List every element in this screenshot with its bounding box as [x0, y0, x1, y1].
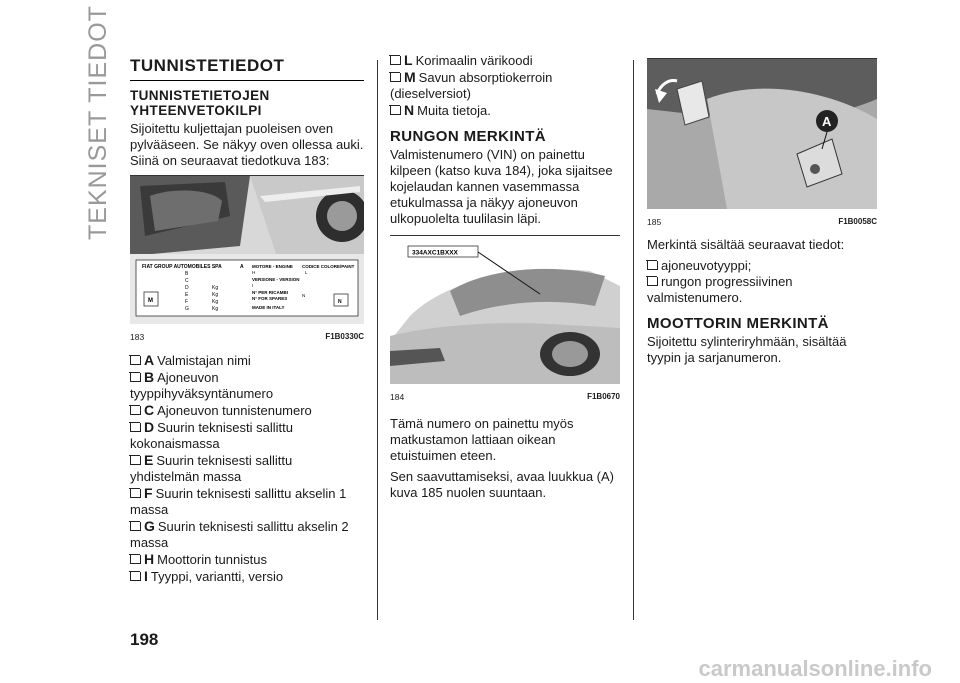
plate-row-label: D — [185, 285, 189, 291]
plate-n-mark: N — [302, 293, 306, 298]
plate-intro: Sijoitettu kuljettajan puoleisen oven pylvääseen. Se näkyy oven ollessa auki. Siinä on seuraavat tiedotkuva 183: — [130, 121, 364, 168]
square-bullet-icon — [130, 555, 141, 564]
callout-a: A — [822, 114, 832, 129]
vin-label: 334AXC1BXXX — [412, 249, 458, 257]
plate-unit: Kg — [212, 292, 219, 298]
plate-box-m: M — [148, 298, 153, 304]
plate-row-label: E — [185, 292, 189, 298]
floor-hatch-image — [647, 59, 877, 209]
list-item: ajoneuvotyyppi; — [647, 258, 877, 274]
list-item: B Ajoneuvon tyyppihyväksyntänumero — [130, 369, 274, 401]
plate-row-label: A — [240, 264, 244, 270]
side-section-title: TEKNISET TIEDOT — [84, 5, 112, 240]
plate-h: H — [252, 270, 256, 275]
plate-row-label: B — [185, 271, 189, 277]
square-bullet-icon — [130, 406, 141, 415]
plate-row-label: C — [185, 278, 189, 284]
square-bullet-icon — [647, 277, 658, 286]
figure-code: F1B0058C — [838, 217, 877, 226]
plate-engine-label: MOTORE - ENGINE — [252, 264, 293, 269]
list-item: F Suurin teknisesti sallittu akselin 1 massa — [130, 485, 347, 517]
chassis-paragraph: Valmistenumero (VIN) on painettu kilpeen (katso kuva 184), joka sijaitsee kojelaudan kannen vasemmassa etukulmassa ja näkyy ajoneuvon ulkopuolelta tuulilasin läpi. — [390, 147, 613, 226]
section-heading-engine: MOOTTORIN MERKINTÄ — [647, 315, 829, 332]
square-bullet-icon — [390, 73, 401, 82]
figure-number: 183 — [130, 332, 145, 342]
engine-paragraph: Sijoitettu sylinteriryhmään, sisältää tyypin ja sarjanumeron. — [647, 334, 847, 365]
plate-i: I — [252, 283, 254, 288]
plate-l: L — [305, 270, 308, 275]
list-item: M Savun absorptiokerroin (dieselversiot) — [390, 69, 553, 101]
square-bullet-icon — [130, 489, 141, 498]
door-pillar-plate-image — [130, 176, 364, 324]
footer-watermark: carmanualsonline.info — [698, 656, 932, 681]
list-item: G Suurin teknisesti sallittu akselin 2 massa — [130, 518, 349, 550]
figure-code: F1B0330C — [325, 332, 364, 341]
plate-version-label: VERSIONE - VERSION — [252, 277, 300, 282]
page-number: 198 — [130, 630, 159, 649]
figure-184 — [390, 235, 620, 402]
title-rule — [130, 80, 364, 81]
plate-unit: Kg — [212, 306, 219, 312]
side-section-tab — [84, 5, 114, 240]
square-bullet-icon — [390, 106, 401, 115]
square-bullet-icon — [130, 572, 141, 581]
section-heading-plate: TUNNISTETIETOJEN YHTEENVETOKILPI — [130, 88, 270, 118]
figure-number: 185 — [647, 217, 662, 227]
list-item: A Valmistajan nimi — [130, 352, 364, 369]
list-item: I Tyyppi, variantti, versio — [130, 568, 364, 585]
square-bullet-icon — [130, 356, 141, 365]
list-item: E Suurin teknisesti sallittu yhdistelmän massa — [130, 452, 293, 484]
marking-intro: Merkintä sisältää seuraavat tiedot: — [647, 237, 845, 252]
plate-row-label: F — [185, 299, 189, 305]
figure-code: F1B0670 — [587, 392, 620, 401]
list-item: C Ajoneuvon tunnistenumero — [130, 402, 364, 419]
plate-unit: Kg — [212, 299, 219, 305]
plate-unit: Kg — [212, 285, 219, 291]
column-divider — [633, 60, 634, 620]
plate-paint-label: CODICE COLORE/PAINT — [302, 264, 355, 269]
plate-legend-list — [130, 352, 364, 585]
plate-made-in: MADE IN ITALY — [252, 305, 285, 310]
plate-row-label: G — [185, 306, 189, 312]
plate-maker: FIAT GROUP AUTOMOBILES SPA — [142, 264, 222, 270]
plate-spares-label-1: N° PER RICAMBI — [252, 290, 289, 295]
figure-number: 184 — [390, 392, 405, 402]
main-title: TUNNISTETIEDOT — [130, 56, 285, 75]
column-2 — [390, 52, 620, 506]
square-bullet-icon — [130, 456, 141, 465]
square-bullet-icon — [647, 261, 658, 270]
square-bullet-icon — [130, 522, 141, 531]
square-bullet-icon — [390, 56, 401, 65]
windshield-vin-image — [390, 236, 620, 384]
list-item: rungon progressiivinen valmistenumero. — [647, 274, 793, 305]
square-bullet-icon — [130, 373, 141, 382]
section-heading-chassis: RUNGON MERKINTÄ — [390, 128, 546, 145]
column-1 — [130, 52, 364, 585]
list-item: L Korimaalin värikoodi — [390, 52, 620, 69]
column-3 — [647, 58, 877, 371]
list-item: N Muita tietoja. — [390, 102, 620, 119]
column-divider — [377, 60, 378, 620]
list-item: D Suurin teknisesti sallittu kokonaismassa — [130, 419, 293, 451]
plate-spares-label-2: N° FOR SPARES — [252, 296, 288, 301]
plate-box-n: N — [338, 299, 342, 305]
figure-185 — [647, 58, 877, 227]
floor-paragraph: Tämä numero on painettu myös matkustamon lattiaan oikean etuistuimen eteen. — [390, 416, 574, 463]
access-paragraph: Sen saavuttamiseksi, avaa luukkua (A) kuva 185 nuolen suuntaan. — [390, 469, 614, 500]
list-item: H Moottorin tunnistus — [130, 551, 364, 568]
figure-183 — [130, 175, 364, 342]
square-bullet-icon — [130, 423, 141, 432]
